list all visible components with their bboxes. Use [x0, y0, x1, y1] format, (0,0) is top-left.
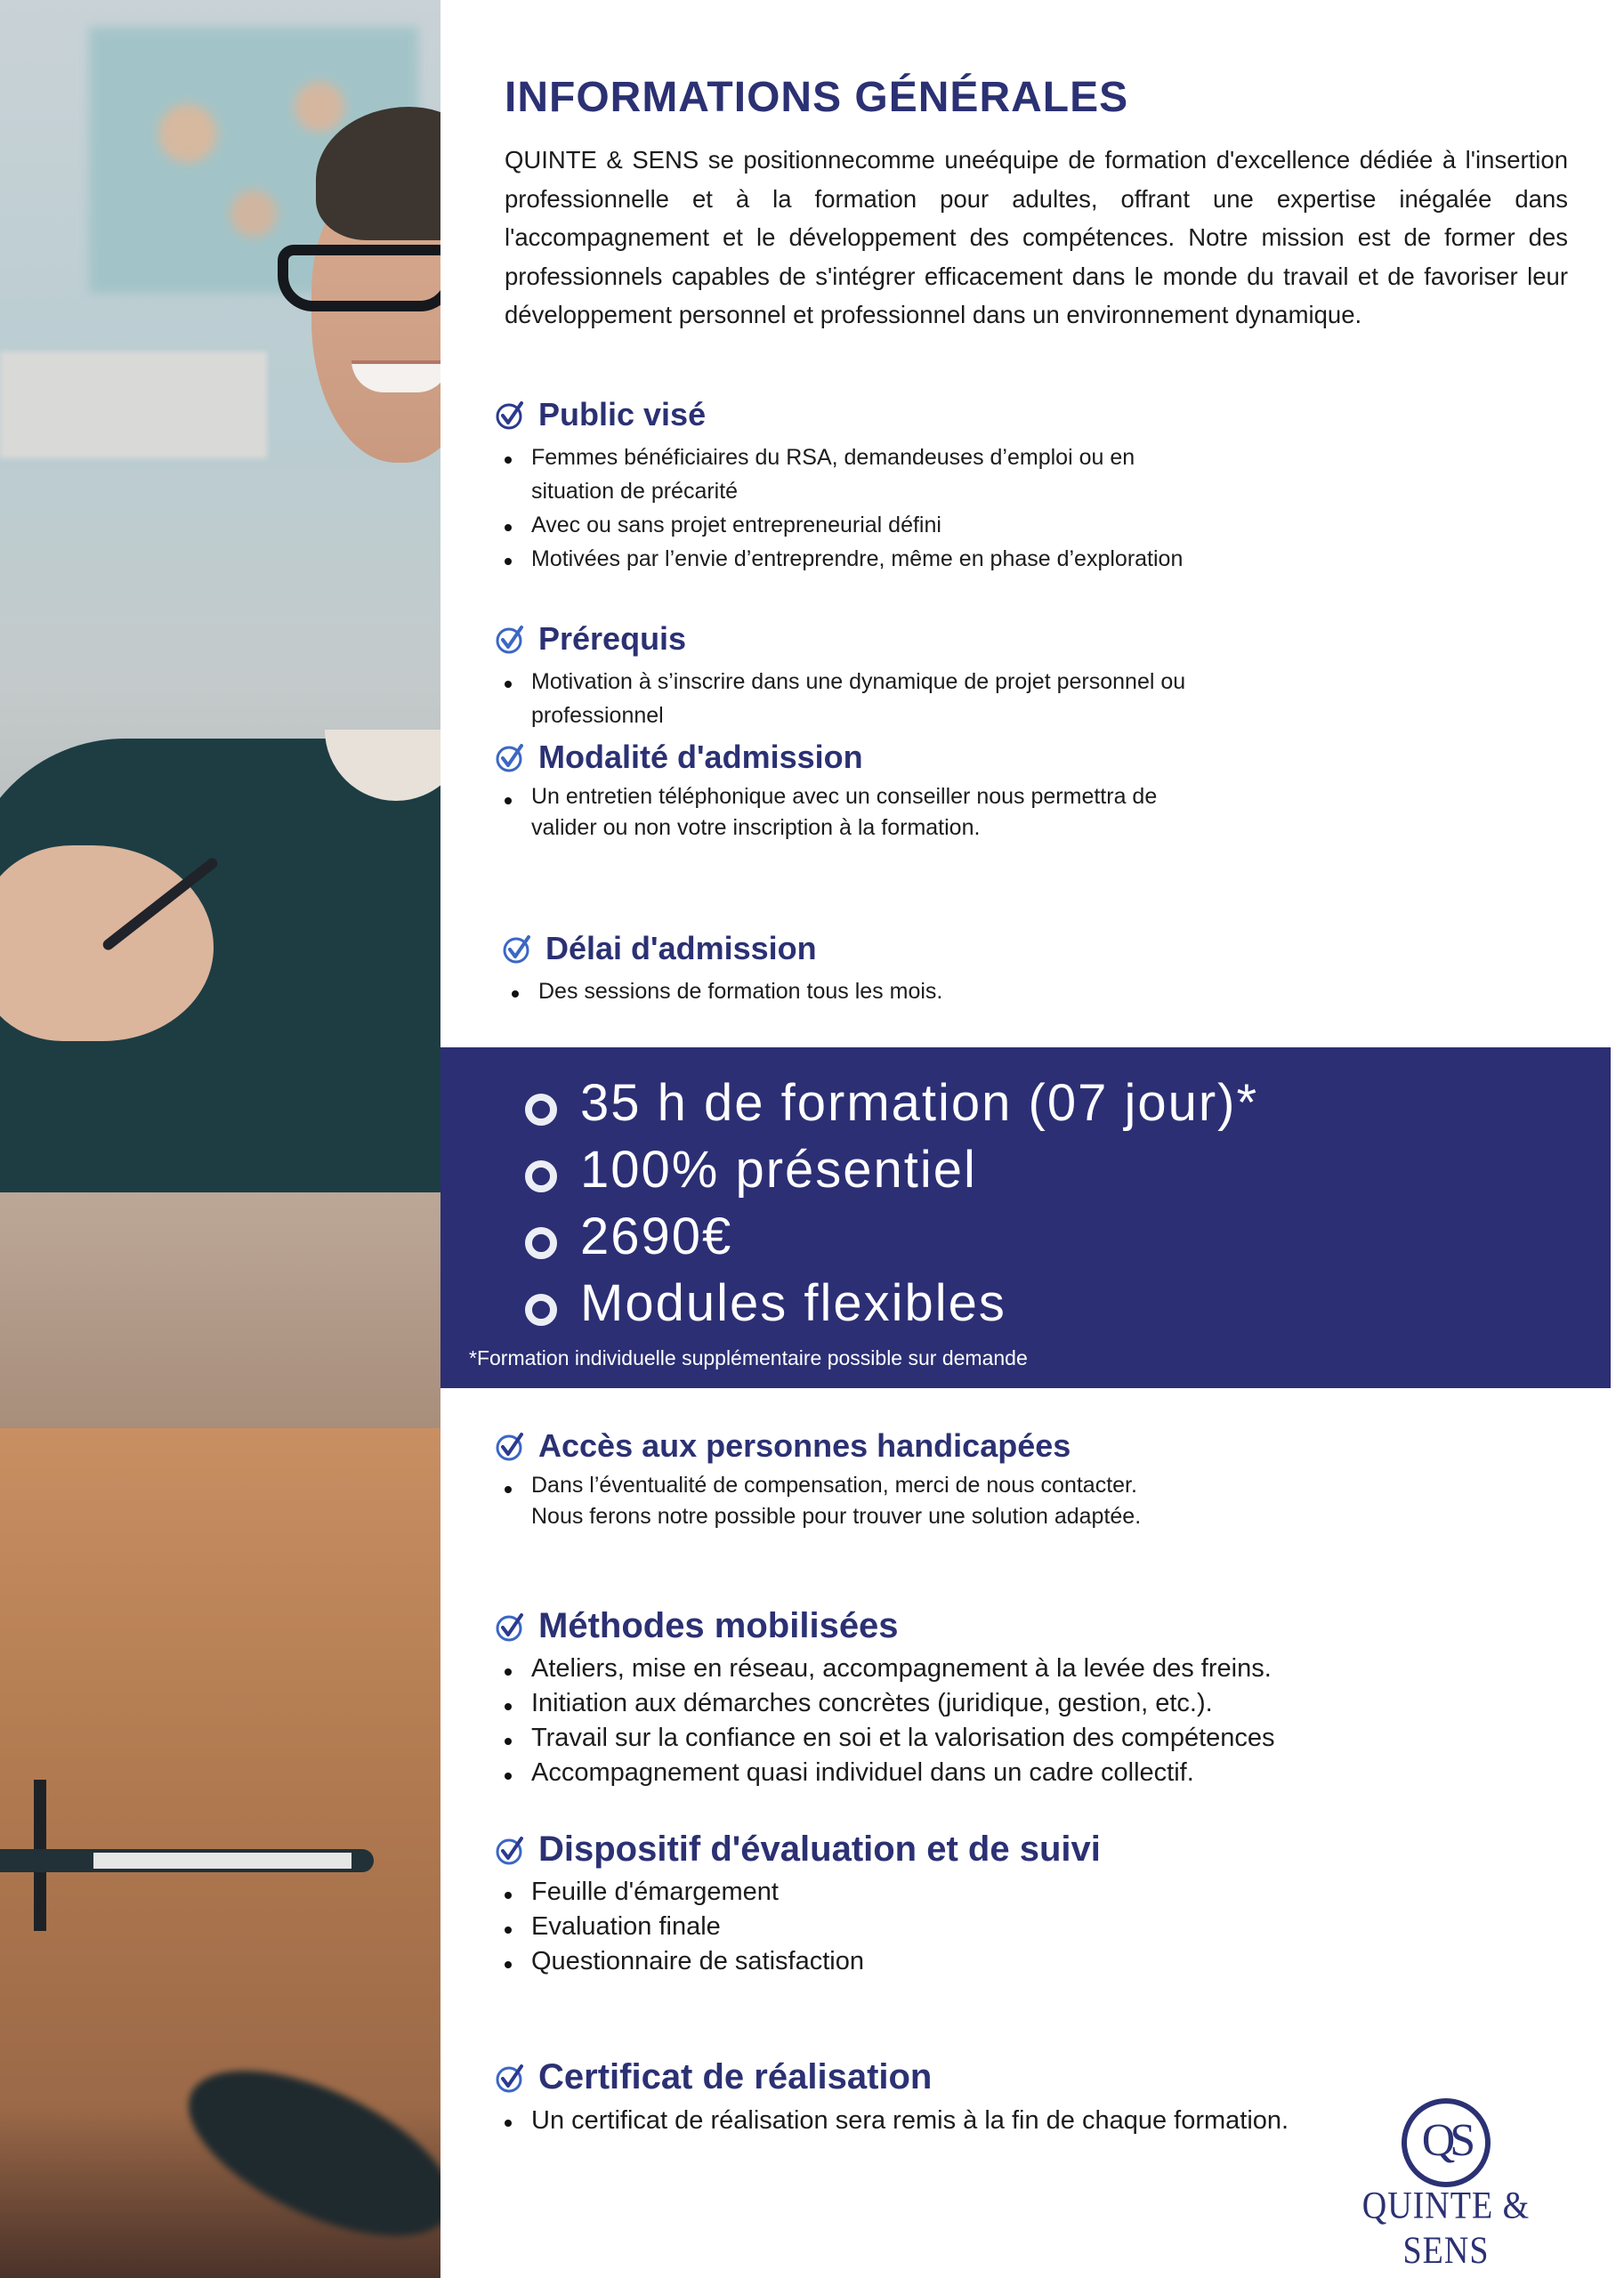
- photo-laptop: [0, 1192, 440, 1428]
- key-fact-duration: 35 h de formation (07 jour)*: [525, 1070, 1258, 1136]
- section-modalite-admission: [494, 739, 1206, 844]
- section-title: Modalité d'admission: [538, 739, 863, 775]
- check-circle-icon: [494, 2062, 526, 2094]
- section-title: Méthodes mobilisées: [538, 1606, 899, 1645]
- intro-paragraph: QUINTE & SENS se positionnecomme uneéquipe de formation d'excellence dédiée à l'insertion professionnelle et à la formation pour adultes, offrant une expertise inégalée dans l'accompagnement et le développement des compétences. Notre mission est de former des professionnels capables de s'intégrer efficacement dans le monde du travail et de favoriser leur développement personnel et professionnel dans un environnement dynamique.: [505, 146, 1568, 328]
- section-title: Public visé: [538, 396, 707, 432]
- section-title: Accès aux personnes handicapées: [538, 1427, 1071, 1464]
- bullet-list: [501, 974, 1213, 1008]
- list-item: Accompagnement quasi individuel dans un cadre collectif.: [494, 1756, 1544, 1790]
- section-evaluation: [494, 1830, 1544, 1979]
- key-facts-banner: [440, 1047, 1611, 1388]
- check-circle-icon: [501, 933, 533, 965]
- section-title: Certificat de réalisation: [538, 2057, 933, 2096]
- list-item: Femmes bénéficiaires du RSA, demandeuses d’emploi ou en situation de précarité: [494, 440, 1188, 508]
- photo-marker: [0, 1849, 374, 1872]
- list-item: Un entretien téléphonique avec un conseiller nous permettra de valider ou non votre inscription à la formation.: [494, 781, 1161, 844]
- section-prerequis: [494, 620, 1188, 732]
- page-title: INFORMATIONS GÉNÉRALES: [505, 74, 1129, 121]
- list-item: Evaluation finale: [494, 1910, 1544, 1944]
- section-acces-handicap: [494, 1427, 1224, 1532]
- list-item: Des sessions de formation tous les mois.: [501, 974, 1213, 1008]
- ring-bullet-icon: [525, 1160, 557, 1192]
- bullet-list: [494, 1875, 1544, 1979]
- section-title: Prérequis: [538, 620, 687, 657]
- check-circle-icon: [494, 1430, 526, 1462]
- section-delai-admission: [501, 930, 1213, 1008]
- check-circle-icon: [494, 1611, 526, 1643]
- section-methodes: [494, 1606, 1544, 1790]
- key-facts-list: [525, 1070, 1258, 1337]
- list-item: Dans l’éventualité de compensation, merci de nous contacter. Nous ferons notre possible pour trouver une solution adaptée.: [494, 1470, 1188, 1532]
- list-item: Motivation à s’inscrire dans une dynamique de projet personnel ou professionnel: [494, 665, 1188, 732]
- check-circle-icon: [494, 399, 526, 431]
- key-fact-price: 2690€: [525, 1203, 1258, 1270]
- ring-bullet-icon: [525, 1227, 557, 1259]
- list-item: Questionnaire de satisfaction: [494, 1944, 1544, 1979]
- check-circle-icon: [494, 741, 526, 773]
- list-item: Motivées par l’envie d’entreprendre, même en phase d’exploration: [494, 542, 1188, 576]
- list-item: Travail sur la confiance en soi et la valorisation des compétences: [494, 1721, 1544, 1756]
- banner-footnote: *Formation individuelle supplémentaire possible sur demande: [469, 1346, 1028, 1369]
- logo-monogram: QS: [1421, 2115, 1471, 2166]
- section-title: Délai d'admission: [545, 930, 817, 966]
- bullet-list: [494, 781, 1161, 844]
- company-logo: [1321, 2098, 1571, 2273]
- bullet-list: [494, 2103, 1295, 2139]
- section-title: Dispositif d'évaluation et de suivi: [538, 1830, 1101, 1869]
- ring-bullet-icon: [525, 1094, 557, 1126]
- list-item: Ateliers, mise en réseau, accompagnement à la levée des freins.: [494, 1652, 1544, 1686]
- section-public-vise: [494, 396, 1188, 576]
- list-item: Feuille d'émargement: [494, 1875, 1544, 1910]
- bullet-list: [494, 1470, 1188, 1532]
- key-fact-format: 100% présentiel: [525, 1136, 1258, 1203]
- hero-photo: [0, 0, 440, 2278]
- ring-bullet-icon: [525, 1294, 557, 1326]
- list-item: Initiation aux démarches concrètes (juridique, gestion, etc.).: [494, 1686, 1544, 1721]
- photo-glasses: [278, 245, 440, 311]
- check-circle-icon: [494, 1834, 526, 1866]
- list-item: Un certificat de réalisation sera remis à la fin de chaque formation.: [494, 2103, 1295, 2139]
- list-item: Avec ou sans projet entrepreneurial défini: [494, 508, 1188, 542]
- photo-shelf: [0, 351, 267, 458]
- check-circle-icon: [494, 623, 526, 655]
- logo-name: QUINTE & SENS: [1361, 2184, 1531, 2273]
- section-certificat: [494, 2057, 1348, 2139]
- bullet-list: [494, 440, 1188, 576]
- bullet-list: [494, 665, 1188, 732]
- key-fact-modules: Modules flexibles: [525, 1270, 1258, 1337]
- bullet-list: [494, 1652, 1544, 1790]
